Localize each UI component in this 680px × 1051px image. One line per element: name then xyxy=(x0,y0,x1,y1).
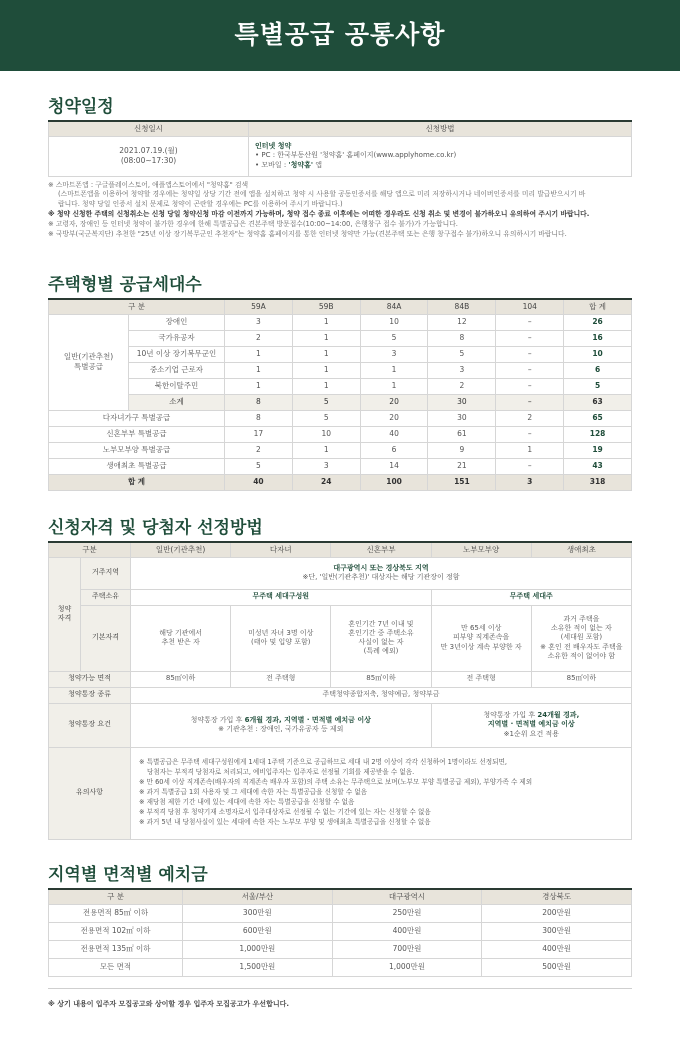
caution-line: ※ 만 60세 이상 직계존속(배우자의 직계존속 배우자 포함)의 주택 소유는 무주택으로 보며(노부모 부양 특별공급 제외), 부양가족 수 제외 xyxy=(139,778,533,787)
supply-cell: 63 xyxy=(564,394,632,410)
deposit-cell: 300만원 xyxy=(482,922,632,940)
note-line: (스마트폰앱을 이용하여 청약할 경우에는 청약일 상당 기간 전에 앱을 설치하고 청약 시 사용할 공동인증서를 해당 앱으로 미리 저장하시거나 네이버인증서를 미리 발급받으시기 바 xyxy=(58,190,586,199)
total-cell: 40 xyxy=(225,474,293,490)
supply-cell: 1 xyxy=(360,362,428,378)
page-title: 특별공급 공통사항 xyxy=(234,20,446,50)
table-row xyxy=(49,362,632,378)
supply-header: 합 계 xyxy=(564,299,632,314)
supply-cell: 1 xyxy=(496,442,564,458)
supply-table xyxy=(48,298,632,491)
method-title: 인터넷 청약 xyxy=(255,142,292,151)
deposit-cell: 250만원 xyxy=(332,904,482,922)
supply-cell: 128 xyxy=(564,426,632,442)
supply-row-label: 노부모부양 특별공급 xyxy=(49,442,225,458)
deposit-title: 지역별 면적별 예치금 xyxy=(48,865,208,885)
note-line: ※ 고령자, 장애인 등 인터넷 청약이 불가한 경우에 한해 특별공급은 견본주택 방문접수(10:00~14:00, 은행창구 접수 불가)가 가능합니다. xyxy=(48,219,458,228)
table-row xyxy=(49,922,632,940)
qual-header: 생애최초 xyxy=(531,542,631,557)
deposit-cell: 300만원 xyxy=(183,904,333,922)
area-label: 청약가능 면적 xyxy=(49,671,131,687)
supply-cell: 3 xyxy=(360,346,428,362)
table-row xyxy=(49,904,632,922)
deposit-cell: 700만원 xyxy=(332,940,482,958)
table-row xyxy=(49,394,632,410)
qualification-table xyxy=(48,541,632,840)
deposit-cell: 400만원 xyxy=(332,922,482,940)
deposit-cell: 전용면적 135㎡ 이하 xyxy=(49,940,183,958)
supply-cell: 1 xyxy=(225,378,293,394)
supply-cell: 2 xyxy=(225,330,293,346)
method-pc: • PC : 한국부동산원 '청약홈' 홈페이지(www.applyhome.co.kr) xyxy=(255,151,457,160)
note-line: 랍니다. 청약 당일 인증서 설치 문제로 청약이 곤란할 경우에는 PC를 이용하여 주시기 바랍니다.) xyxy=(58,200,343,209)
qual-header: 신혼부부 xyxy=(331,542,431,557)
table-row xyxy=(49,378,632,394)
supply-cell: 10 xyxy=(360,314,428,330)
supply-row-label: 다자녀가구 특별공급 xyxy=(49,410,225,426)
account-value: 주택청약종합저축, 청약예금, 청약부금 xyxy=(131,687,632,703)
deposit-cell: 1,500만원 xyxy=(183,958,333,976)
caution-line: ※ 재당첨 제한 기간 내에 있는 세대에 속한 자는 특별공급을 신청할 수 없음 xyxy=(139,797,355,806)
supply-cell: 30 xyxy=(428,410,496,426)
supply-row-label: 생애최초 특별공급 xyxy=(49,458,225,474)
schedule-notes xyxy=(48,181,632,240)
caution-label: 유의사항 xyxy=(49,747,131,839)
supply-row-label: 중소기업 근로자 xyxy=(129,362,225,378)
supply-cell: 16 xyxy=(564,330,632,346)
supply-cell: 1 xyxy=(292,442,360,458)
caution-line: ※ 과거 특별공급 1회 사용자 및 그 세대에 속한 자는 특별공급을 신청할 수 없음 xyxy=(139,788,368,797)
schedule-title: 청약일정 xyxy=(48,97,114,117)
qual-header: 구분 xyxy=(49,542,131,557)
residence-label: 거주지역 xyxy=(81,557,131,589)
table-row xyxy=(49,426,632,442)
supply-cell: 5 xyxy=(292,394,360,410)
supply-cell: 10 xyxy=(292,426,360,442)
col-date-header: 신청일시 xyxy=(49,121,249,136)
supply-cell: 1 xyxy=(225,346,293,362)
supply-cell: 20 xyxy=(360,410,428,426)
deposit-cell: 400만원 xyxy=(482,940,632,958)
supply-cell: 1 xyxy=(292,362,360,378)
deposit-section xyxy=(48,864,632,977)
supply-section xyxy=(48,274,632,491)
supply-cell: 21 xyxy=(428,458,496,474)
supply-cell: 1 xyxy=(292,314,360,330)
supply-cell: 9 xyxy=(428,442,496,458)
area-value: 85㎡이하 xyxy=(131,671,231,687)
residence-value: 대구광역시 또는 경상북도 지역 ※단, '일반(기관추천)' 대상자는 해당 기관장이 정함 xyxy=(131,557,632,589)
supply-cell: 43 xyxy=(564,458,632,474)
supply-cell: 26 xyxy=(564,314,632,330)
house-value-b: 무주택 세대주 xyxy=(431,589,631,605)
total-cell: 151 xyxy=(428,474,496,490)
supply-cell: 30 xyxy=(428,394,496,410)
supply-cell: – xyxy=(496,378,564,394)
supply-row-label: 장애인 xyxy=(129,314,225,330)
caution-list xyxy=(131,747,632,839)
caution-line: ※ 부적격 당첨 후 청약기재 소명자로서 입주대상자로 선정될 수 없는 기간에 있는 자는 신청할 수 없음 xyxy=(139,807,431,816)
supply-cell: 8 xyxy=(428,330,496,346)
deposit-header: 경상북도 xyxy=(482,889,632,904)
method-mobile: • 모바일 : '청약홈' 앱 xyxy=(255,160,323,169)
qualification-title: 신청자격 및 당첨자 선정방법 xyxy=(48,518,263,538)
schedule-time: (08:00~17:30) xyxy=(120,156,177,165)
supply-cell: 61 xyxy=(428,426,496,442)
basic-value: 미성년 자녀 3명 이상 (태아 및 입양 포함) xyxy=(231,605,331,671)
area-value: 전 주택형 xyxy=(231,671,331,687)
req-label: 청약통장 요건 xyxy=(49,703,131,747)
supply-cell: 8 xyxy=(225,410,293,426)
supply-cell: 2 xyxy=(428,378,496,394)
house-label: 주택소유 xyxy=(81,589,131,605)
req-value-a: 청약통장 가입 후 6개월 경과, 지역별 · 면적별 예치금 이상 ※ 기관추천 : 장애인, 국가유공자 등 제외 xyxy=(131,703,432,747)
footer-divider xyxy=(48,988,632,989)
supply-cell: 40 xyxy=(360,426,428,442)
basic-value: 만 65세 이상 피부양 직계존속을 만 3년이상 계속 부양한 자 xyxy=(431,605,531,671)
supply-header: 구 분 xyxy=(49,299,225,314)
supply-cell: 65 xyxy=(564,410,632,426)
req-value-b: 청약통장 가입 후 24개월 경과, 지역별 · 면적별 예치금 이상 ※1순위 요건 적용 xyxy=(431,703,631,747)
supply-cell: 5 xyxy=(360,330,428,346)
table-row xyxy=(49,458,632,474)
supply-header: 59B xyxy=(292,299,360,314)
deposit-header: 대구광역시 xyxy=(332,889,482,904)
supply-cell: 1 xyxy=(292,346,360,362)
supply-row-label: 국가유공자 xyxy=(129,330,225,346)
deposit-cell: 1,000만원 xyxy=(183,940,333,958)
supply-row-label: 북한이탈주민 xyxy=(129,378,225,394)
supply-row-label: 신혼부부 특별공급 xyxy=(49,426,225,442)
supply-cell: 17 xyxy=(225,426,293,442)
note-line: ※ 스마트폰앱 : 구글플레이스토어, 애플앱스토어에서 "청약홈" 검색 xyxy=(48,180,249,189)
qualification-section xyxy=(48,517,632,840)
area-value: 전 주택형 xyxy=(431,671,531,687)
basic-value: 해당 기관에서 추천 받은 자 xyxy=(131,605,231,671)
caution-line: 당첨자는 부적격 당첨자로 처리되고, 예비입주자는 입주자로 선정될 기회를 제공받을 수 없음. xyxy=(147,768,415,777)
supply-title: 주택형별 공급세대수 xyxy=(48,275,202,295)
supply-cell: 1 xyxy=(292,378,360,394)
supply-cell: – xyxy=(496,314,564,330)
schedule-table xyxy=(48,120,632,177)
caution-line: ※ 특별공급은 무주택 세대구성원에게 1세대 1주택 기준으로 공급하므로 세대 내 2명 이상이 각각 신청하여 1명이라도 선정되면, xyxy=(139,758,507,767)
supply-cell: 6 xyxy=(564,362,632,378)
supply-cell: – xyxy=(496,394,564,410)
total-cell: 100 xyxy=(360,474,428,490)
supply-row-label: 10년 이상 장기복무군인 xyxy=(129,346,225,362)
supply-cell: 3 xyxy=(428,362,496,378)
supply-cell: 12 xyxy=(428,314,496,330)
supply-cell: 5 xyxy=(292,410,360,426)
supply-cell: 19 xyxy=(564,442,632,458)
note-line: ※ 청약 신청한 주택의 신청취소는 신청 당일 청약신청 마감 이전까지 가능하며, 청약 접수 종료 이후에는 어떠한 경우라도 신청 취소 및 변경이 불가하오니 유의하여 주시기 바랍니다. xyxy=(48,210,590,219)
supply-header: 84A xyxy=(360,299,428,314)
table-row xyxy=(49,330,632,346)
col-method-header: 신청방법 xyxy=(249,121,632,136)
total-cell: 318 xyxy=(564,474,632,490)
page-header xyxy=(0,0,680,71)
deposit-cell: 500만원 xyxy=(482,958,632,976)
qual-header: 다자녀 xyxy=(231,542,331,557)
supply-cell: 14 xyxy=(360,458,428,474)
deposit-cell: 전용면적 102㎡ 이하 xyxy=(49,922,183,940)
deposit-cell: 1,000만원 xyxy=(332,958,482,976)
supply-cell: – xyxy=(496,346,564,362)
caution-line: ※ 과거 5년 내 당첨사실이 있는 세대에 속한 자는 노부모 부양 및 생애최초 특별공급을 신청할 수 없음 xyxy=(139,817,431,826)
total-cell: 3 xyxy=(496,474,564,490)
area-value: 85㎡이하 xyxy=(331,671,431,687)
basic-label: 기본자격 xyxy=(81,605,131,671)
supply-header: 84B xyxy=(428,299,496,314)
deposit-cell: 600만원 xyxy=(183,922,333,940)
supply-cell: 5 xyxy=(428,346,496,362)
supply-cell: 1 xyxy=(360,378,428,394)
supply-cell: 10 xyxy=(564,346,632,362)
total-cell: 24 xyxy=(292,474,360,490)
schedule-date: 2021.07.19.(월) xyxy=(119,146,178,156)
supply-cell: – xyxy=(496,330,564,346)
supply-row-label: 소계 xyxy=(129,394,225,410)
supply-cell: – xyxy=(496,426,564,442)
supply-cell: 5 xyxy=(225,458,293,474)
footer-note: ※ 상기 내용이 입주자 모집공고와 상이할 경우 입주자 모집공고가 우선합니다. xyxy=(48,1000,290,1008)
supply-cell: 2 xyxy=(496,410,564,426)
qual-header: 일반(기관추천) xyxy=(131,542,231,557)
deposit-cell: 전용면적 85㎡ 이하 xyxy=(49,904,183,922)
supply-cell: 1 xyxy=(225,362,293,378)
account-label: 청약통장 종류 xyxy=(49,687,131,703)
supply-cell: – xyxy=(496,458,564,474)
table-row xyxy=(49,346,632,362)
area-value: 85㎡이하 xyxy=(531,671,631,687)
house-value-a: 무주택 세대구성원 xyxy=(131,589,432,605)
supply-cell: 2 xyxy=(225,442,293,458)
qual-header: 노부모부양 xyxy=(431,542,531,557)
table-row xyxy=(49,958,632,976)
deposit-header: 구 분 xyxy=(49,889,183,904)
deposit-table xyxy=(48,888,632,977)
total-label: 합 계 xyxy=(49,474,225,490)
table-row xyxy=(49,442,632,458)
supply-cell: 3 xyxy=(225,314,293,330)
table-row xyxy=(49,940,632,958)
supply-header: 59A xyxy=(225,299,293,314)
qual-group-label: 청약 자격 xyxy=(49,557,81,671)
deposit-header: 서울/부산 xyxy=(183,889,333,904)
supply-cell: 20 xyxy=(360,394,428,410)
supply-cell: 1 xyxy=(292,330,360,346)
deposit-cell: 200만원 xyxy=(482,904,632,922)
total-row xyxy=(49,474,632,490)
supply-header: 104 xyxy=(496,299,564,314)
table-row xyxy=(49,410,632,426)
supply-cell: 5 xyxy=(564,378,632,394)
basic-value: 과거 주택을 소유한 적이 없는 자 (세대원 포함) ※ 혼인 전 배우자도 주택을 소유한 적이 없어야 함 xyxy=(531,605,631,671)
supply-cell: 8 xyxy=(225,394,293,410)
note-line: ※ 국방부(국군복지단) 추천한 "25년 이상 장기복무군인 추천자"는 청약홈 홈페이지를 통한 인터넷 청약만 가능(견본주택 또는 은행 창구접수 불가)하오니 유의하시기 바랍니다. xyxy=(48,229,567,238)
deposit-cell: 모든 면적 xyxy=(49,958,183,976)
supply-cell: 3 xyxy=(292,458,360,474)
table-row xyxy=(49,314,632,330)
supply-cell: 6 xyxy=(360,442,428,458)
schedule-section xyxy=(48,96,632,240)
basic-value: 혼인기간 7년 이내 및 혼인기간 중 주택소유 사실이 없는 자 (특례 예외) xyxy=(331,605,431,671)
supply-cell: – xyxy=(496,362,564,378)
supply-group-label: 일반(기관추천) 특별공급 xyxy=(49,314,129,410)
